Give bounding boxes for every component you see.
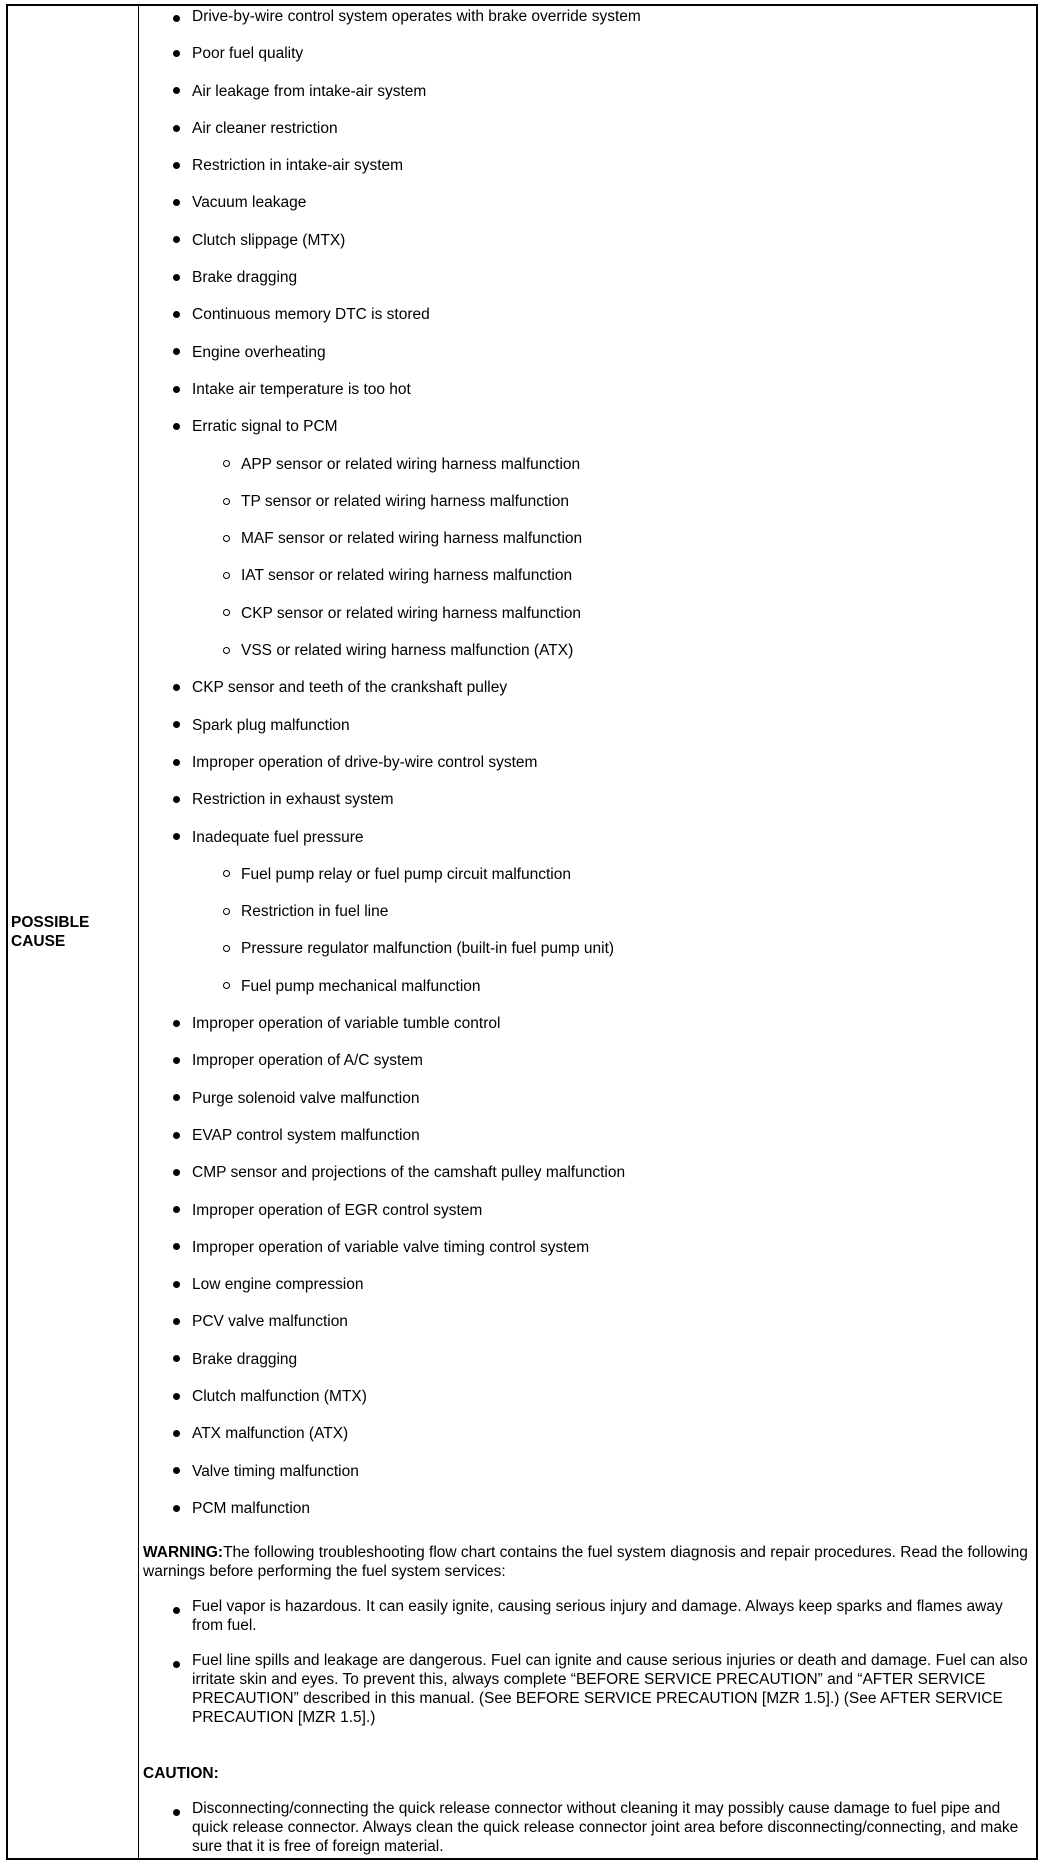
bullet-icon (173, 1467, 180, 1474)
bullet-icon (173, 1505, 180, 1512)
cause-item (143, 35, 1030, 72)
hollow-bullet-icon (223, 609, 230, 616)
cause-text: Drive-by-wire control system operates with brake override system (192, 8, 641, 25)
content-cell (139, 6, 1036, 1858)
cause-text: Inadequate fuel pressure (192, 828, 364, 846)
bullet-icon (173, 348, 180, 355)
warning-label: WARNING: (143, 1544, 224, 1561)
cause-item (143, 1378, 1030, 1415)
cause-text: Improper operation of variable tumble control (192, 1015, 501, 1033)
cause-item (143, 1453, 1030, 1490)
sub-cause-text: IAT sensor or related wiring harness malfunction (241, 567, 573, 585)
cause-text: Vacuum leakage (192, 194, 307, 212)
warning-item-text: Fuel vapor is hazardous. It can easily ignite, causing serious injury and damage. Always keep sparks and flames away from fuel. (192, 1598, 1003, 1634)
cause-text: ATX malfunction (ATX) (192, 1425, 349, 1443)
possible-cause-table (6, 4, 1038, 1860)
bullet-icon (173, 1020, 180, 1027)
bullet-icon (173, 50, 180, 57)
bullet-icon (173, 833, 180, 840)
cause-item (143, 110, 1030, 147)
sub-cause-item (143, 520, 1030, 557)
cause-text: Brake dragging (192, 269, 298, 287)
hollow-bullet-icon (223, 908, 230, 915)
bullet-icon (173, 759, 180, 766)
hollow-bullet-icon (223, 982, 230, 989)
cause-item (143, 781, 1030, 818)
bullet-icon (173, 1169, 180, 1176)
sub-cause-item (143, 968, 1030, 1005)
bullet-icon (173, 199, 180, 206)
sub-cause-text: CKP sensor or related wiring harness malfunction (241, 604, 582, 622)
bullet-icon (173, 796, 180, 803)
cause-item (143, 1341, 1030, 1378)
row-header-cell (8, 6, 139, 1858)
sub-cause-row (143, 483, 1030, 520)
cause-text: PCM malfunction (192, 1499, 311, 1517)
bullet-icon (173, 1661, 180, 1668)
sub-cause-text: MAF sensor or related wiring harness malfunction (241, 530, 583, 548)
cause-text: Brake dragging (192, 1350, 298, 1368)
sub-cause-text: Pressure regulator malfunction (built-in fuel pump unit) (241, 940, 615, 958)
sub-cause-item (143, 632, 1030, 669)
sub-cause-row (143, 632, 1030, 669)
bullet-icon (173, 1430, 180, 1437)
cause-item (143, 1080, 1030, 1117)
cause-item (143, 334, 1030, 371)
sub-cause-text: Fuel pump relay or fuel pump circuit malfunction (241, 865, 571, 883)
cause-item (143, 819, 1030, 856)
cause-text: CMP sensor and projections of the camshaft pulley malfunction (192, 1164, 626, 1182)
sub-cause-row (143, 446, 1030, 483)
cause-item (143, 1490, 1030, 1527)
bullet-icon (173, 721, 180, 728)
bullet-icon (173, 1318, 180, 1325)
bullet-icon (173, 1094, 180, 1101)
hollow-bullet-icon (223, 870, 230, 877)
cause-item (143, 1005, 1030, 1042)
cause-item (143, 1415, 1030, 1452)
cause-item (143, 73, 1030, 110)
bullet-icon (173, 386, 180, 393)
cause-text: Valve timing malfunction (192, 1462, 359, 1480)
cause-item (143, 371, 1030, 408)
bullet-icon (173, 1132, 180, 1139)
cause-text: PCV valve malfunction (192, 1313, 348, 1331)
caution-block (143, 1764, 1030, 1856)
bullet-icon (173, 1206, 180, 1213)
cause-text: Air cleaner restriction (192, 119, 338, 137)
bullet-icon (173, 125, 180, 132)
hollow-bullet-icon (223, 572, 230, 579)
sub-cause-item (143, 595, 1030, 632)
cause-text: Improper operation of A/C system (192, 1052, 423, 1070)
bullet-icon (173, 1607, 180, 1614)
sub-cause-item (143, 483, 1030, 520)
cause-text: Improper operation of drive-by-wire control system (192, 753, 538, 771)
caution-item-text: Disconnecting/connecting the quick release connector without cleaning it may possibly cause damage to fuel pipe and quick release connector. Always clean the quick release connector joint area before disconnecting/connecting, and make sure that it is free of foreign material. (192, 1800, 1019, 1855)
cause-text: Purge solenoid valve malfunction (192, 1089, 420, 1107)
sub-cause-text: APP sensor or related wiring harness malfunction (241, 455, 581, 473)
cause-text: EVAP control system malfunction (192, 1126, 420, 1144)
sub-cause-row (143, 930, 1030, 967)
sub-cause-row (143, 893, 1030, 930)
sub-cause-row (143, 520, 1030, 557)
cause-item (143, 222, 1030, 259)
sub-cause-text: Restriction in fuel line (241, 903, 389, 921)
sub-cause-text: Fuel pump mechanical malfunction (241, 977, 481, 995)
cause-text: Restriction in exhaust system (192, 791, 394, 809)
cause-item (143, 1117, 1030, 1154)
warning-intro-text: The following troubleshooting flow chart contains the fuel system diagnosis and repair procedures. Read the following warnings before performing the fuel system services: (143, 1544, 1028, 1580)
cause-item (143, 408, 1030, 445)
cause-item (143, 296, 1030, 333)
cause-item (143, 1229, 1030, 1266)
cause-item (143, 147, 1030, 184)
cause-item (143, 259, 1030, 296)
cause-text: Erratic signal to PCM (192, 418, 338, 436)
bullet-icon (173, 1057, 180, 1064)
sub-cause-text: TP sensor or related wiring harness malfunction (241, 492, 569, 510)
cause-item (143, 1192, 1030, 1229)
cause-item (143, 744, 1030, 781)
cause-text: Improper operation of EGR control system (192, 1201, 483, 1219)
cause-item (143, 1042, 1030, 1079)
bullet-icon (173, 311, 180, 318)
cause-text: Clutch malfunction (MTX) (192, 1387, 367, 1405)
cause-text: Continuous memory DTC is stored (192, 306, 430, 324)
bullet-icon (173, 274, 180, 281)
sub-cause-row (143, 557, 1030, 594)
bullet-icon (173, 1355, 180, 1362)
cause-item (143, 184, 1030, 221)
cause-text: Low engine compression (192, 1276, 364, 1294)
bullet-icon (173, 15, 180, 22)
sub-cause-text: VSS or related wiring harness malfunction (ATX) (241, 642, 574, 660)
cause-item (143, 1266, 1030, 1303)
hollow-bullet-icon (223, 498, 230, 505)
warning-item (143, 1651, 1030, 1727)
sub-cause-item (143, 856, 1030, 893)
sub-cause-item (143, 557, 1030, 594)
warning-item-text: Fuel line spills and leakage are dangerous. Fuel can ignite and cause serious injuries or death and damage. Fuel can also irritate skin and eyes. To prevent this, always complete “BEFORE SERVICE PRECAUTION” and “AFTER SERVICE PRECAUTION” described in this manual. (See BEFORE SERVICE PRECAUTION [MZR 1.5].) (See AFTER SERVICE PRECAUTION [MZR 1.5].) (192, 1652, 1028, 1726)
warning-block (143, 1543, 1030, 1727)
sub-cause-row (143, 856, 1030, 893)
sub-cause-item (143, 893, 1030, 930)
bullet-icon (173, 1809, 180, 1816)
caution-item (143, 1799, 1030, 1856)
cause-text: Improper operation of variable valve timing control system (192, 1238, 590, 1256)
bullet-icon (173, 684, 180, 691)
bullet-icon (173, 236, 180, 243)
cause-text: Spark plug malfunction (192, 716, 350, 734)
bullet-icon (173, 1243, 180, 1250)
hollow-bullet-icon (223, 945, 230, 952)
hollow-bullet-icon (223, 460, 230, 467)
sub-cause-row (143, 968, 1030, 1005)
cause-item (143, 707, 1030, 744)
cause-text: CKP sensor and teeth of the crankshaft pulley (192, 679, 508, 697)
sub-cause-item (143, 930, 1030, 967)
warning-intro-paragraph (143, 1543, 1030, 1581)
caution-label: CAUTION: (143, 1765, 219, 1782)
hollow-bullet-icon (223, 647, 230, 654)
cause-item (143, 2, 1030, 35)
bullet-icon (173, 423, 180, 430)
hollow-bullet-icon (223, 535, 230, 542)
cause-item (143, 669, 1030, 706)
bullet-icon (173, 87, 180, 94)
bullet-icon (173, 1393, 180, 1400)
bullet-icon (173, 1281, 180, 1288)
cause-text: Air leakage from intake-air system (192, 82, 427, 100)
warning-item (143, 1597, 1030, 1635)
possible-cause-label: POSSIBLE CAUSE (11, 914, 90, 950)
sub-cause-row (143, 595, 1030, 632)
cause-item (143, 1303, 1030, 1340)
cause-item (143, 1154, 1030, 1191)
cause-list (143, 2, 1030, 1527)
cause-text: Poor fuel quality (192, 45, 304, 63)
cause-text: Clutch slippage (MTX) (192, 231, 346, 249)
cause-text: Engine overheating (192, 343, 326, 361)
sub-cause-item (143, 446, 1030, 483)
bullet-icon (173, 162, 180, 169)
cause-text: Restriction in intake-air system (192, 157, 404, 175)
cause-text: Intake air temperature is too hot (192, 380, 411, 398)
